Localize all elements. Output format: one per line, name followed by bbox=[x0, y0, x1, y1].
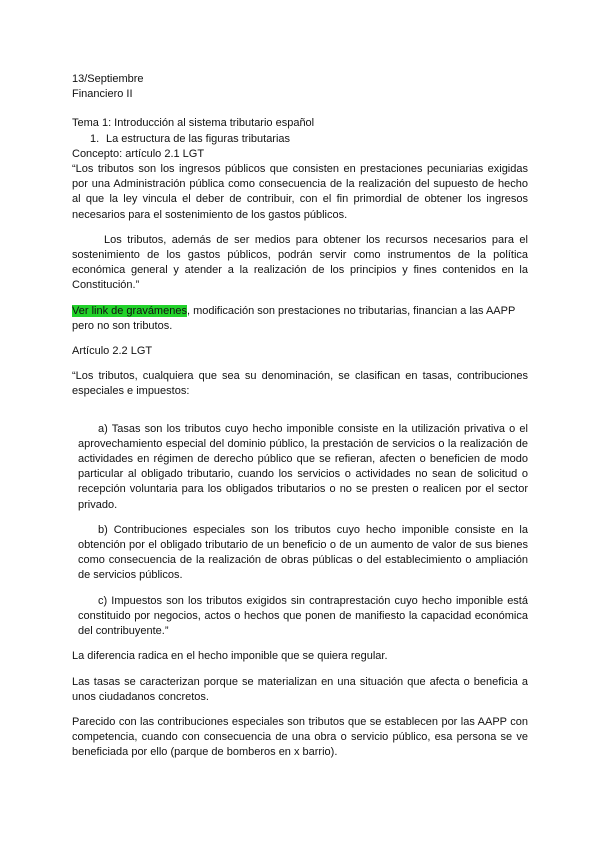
art22-heading: Artículo 2.2 LGT bbox=[72, 345, 153, 358]
topic-list-item bbox=[72, 132, 528, 147]
art21-quote-paragraph-2: Los tributos, además de ser medios para obtener los recursos necesarios para el sostenimiento de los gastos públicos, podrán servir como instrumentos de la política económica general y atender a la realización de los principios y fines contenidos en la Constitución.” bbox=[72, 233, 528, 292]
art22-item-c: c) Impuestos son los tributos exigidos sin contraprestación cuyo hecho imponible está constituido por negocios, actos o hechos que ponen de manifiesto la capacidad económica del contribuyente.” bbox=[78, 594, 528, 638]
note-hecho-imponible: La diferencia radica en el hecho imponible que se quiera regular. bbox=[72, 650, 388, 663]
gravamenes-note-text: , modificación son prestaciones no tributarias, financian a las AAPP pero no son tributos. bbox=[72, 304, 516, 332]
topic-title: Tema 1: Introducción al sistema tributario español bbox=[72, 117, 315, 130]
subject-line: Financiero II bbox=[72, 88, 133, 101]
note-contribuciones: Parecido con las contribuciones especiales son tributos que se establecen por las AAPP con competencia, cuando con consecuencia de una obra o servicio público, esa persona se ve beneficiada por ello (parque de bomberos en x barrio). bbox=[72, 715, 528, 759]
date-line: 13/Septiembre bbox=[72, 73, 144, 85]
art22-intro: “Los tributos, cualquiera que sea su denominación, se clasifican en tasas, contribuciones especiales e impuestos: bbox=[72, 370, 528, 398]
art22-item-a: a) Tasas son los tributos cuyo hecho imponible consiste en la utilización privativa o el aprovechamiento especial del dominio público, la prestación de servicios o la realización de actividades en régimen de derecho público que se refieran, afecten o beneficien de modo particular al obligado tributario, cuando los servicios o actividades no sean de solicitud o recepción voluntaria para los obligados tributarios o no se presten o realicen por el sector privado. bbox=[78, 422, 528, 511]
document-page bbox=[72, 72, 528, 761]
note-tasas: Las tasas se caracterizan porque se materializan en una situación que afecta o beneficia a unos ciudadanos concretos. bbox=[72, 675, 528, 703]
art22-item-b: b) Contribuciones especiales son los tributos cuyo hecho imponible consiste en la obtención por el obligado tributario de un beneficio o de un aumento de valor de sus bienes como consecuencia de la realización de obras públicas o del establecimiento o ampliación de servicios públicos. bbox=[78, 523, 528, 582]
list-number: 1. bbox=[90, 132, 100, 145]
concept-line: Concepto: artículo 2.1 LGT bbox=[72, 147, 205, 160]
art21-quote-paragraph-1: “Los tributos son los ingresos públicos que consisten en prestaciones pecuniarias exigidas por una Administración pública como consecuencia de la realización del supuesto de hecho al que la ley vincula el deber de contribuir, con el fin primordial de obtener los ingresos necesarios para el sostenimiento de los gastos públicos. bbox=[72, 163, 528, 221]
list-item-label: La estructura de las figuras tributarias bbox=[106, 132, 291, 145]
highlighted-link-text[interactable]: Ver link de gravámenes bbox=[72, 304, 187, 317]
gravamenes-note bbox=[72, 304, 528, 334]
